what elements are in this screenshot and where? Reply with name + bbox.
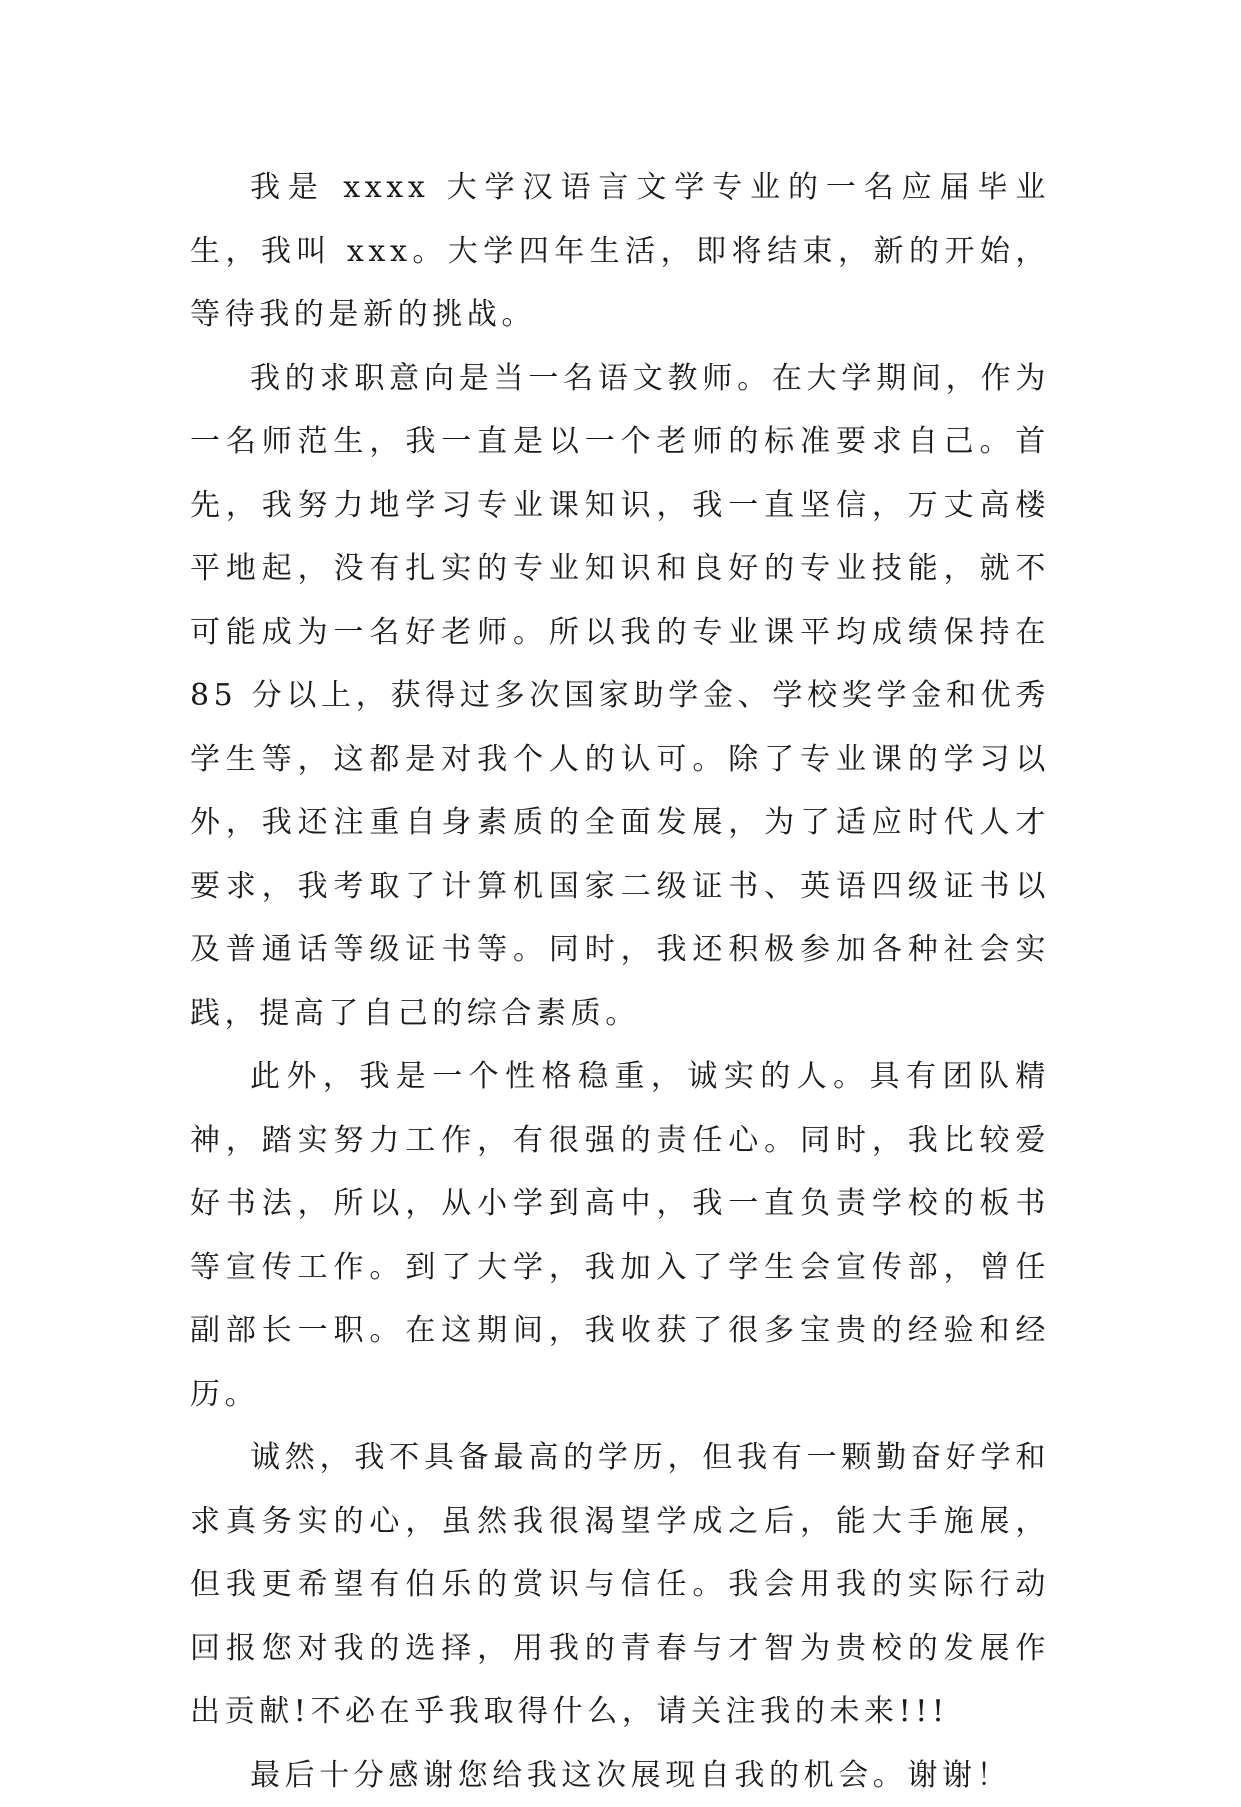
paragraph-career-intent: 我的求职意向是当一名语文教师。在大学期间，作为一名师范生，我一直是以一个老师的标准要求自己。首先，我努力地学习专业课知识，我一直坚信，万丈高楼平地起，没有扎实的专业知识和良好的专业技能，就不可能成为一名好老师。所以我的专业课平均成绩保持在 85 分以上，获得过多次国家助学金、学校奖学金和优秀学生等，这都是对我个人的认可。除了专业课的学习以外，我还注重自身素质的全面发展，为了适应时代人才要求，我考取了计算机国家二级证书、英语四级证书以及普通话等级证书等。同时，我还积极参加各种社会实践，提高了自己的综合素质。 bbox=[190, 347, 1050, 1046]
paragraph-personality: 此外，我是一个性格稳重，诚实的人。具有团队精神，踏实努力工作，有很强的责任心。同时，我比较爱好书法，所以，从小学到高中，我一直负责学校的板书等宣传工作。到了大学，我加入了学生会宣传部，曾任副部长一职。在这期间，我收获了很多宝贵的经验和经历。 bbox=[190, 1045, 1050, 1426]
document-body bbox=[190, 156, 1050, 1807]
paragraph-thanks: 最后十分感谢您给我这次展现自我的机会。谢谢！ bbox=[190, 1744, 1050, 1807]
paragraph-introduction: 我是 xxxx 大学汉语言文学专业的一名应届毕业生，我叫 xxx。大学四年生活，即将结束，新的开始，等待我的是新的挑战。 bbox=[190, 156, 1050, 347]
paragraph-aspiration: 诚然，我不具备最高的学历，但我有一颗勤奋好学和求真务实的心，虽然我很渴望学成之后，能大手施展，但我更希望有伯乐的赏识与信任。我会用我的实际行动回报您对我的选择，用我的青春与才智为贵校的发展作出贡献!不必在乎我取得什么，请关注我的未来!!! bbox=[190, 1426, 1050, 1744]
